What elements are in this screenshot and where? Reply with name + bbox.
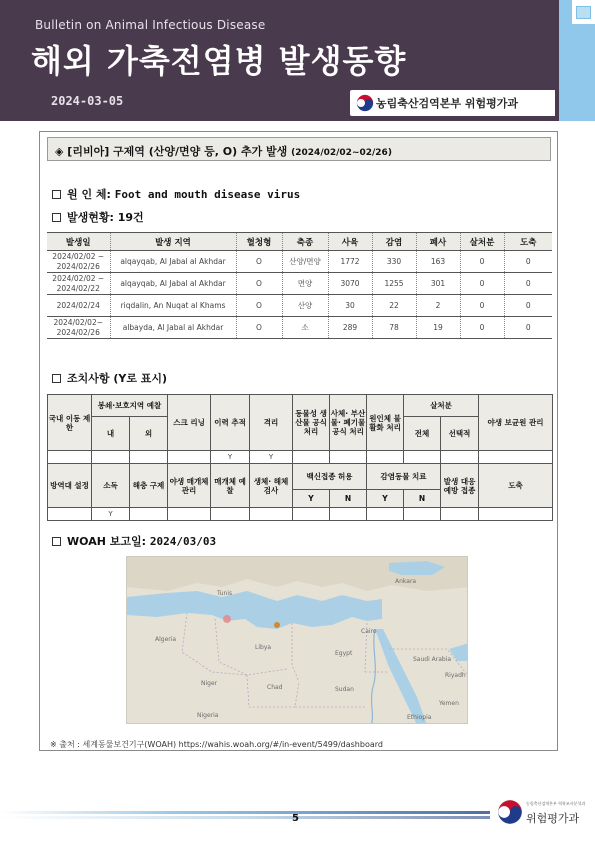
table-cell: 163 [416,251,460,273]
woah-report-date [52,533,216,549]
header-accent-box [576,6,591,19]
table-cell: riqdalin, An Nuqat al Khams [110,295,236,317]
table-cell: 0 [504,295,552,317]
mark-cell [168,508,211,521]
header-banner [0,0,559,121]
mark-cell [92,451,130,464]
cause-label: 원 인 체: [67,188,115,201]
col-header: 도축 [504,233,552,251]
map-label: Libya [255,644,272,651]
header-org-badge [350,90,555,116]
footer-org-name: 위험평가과 [526,812,580,825]
map-label: Nigeria [197,712,219,719]
table-cell: 산양/면양 [282,251,328,273]
col-header: 살처분 [460,233,504,251]
outbreak-marker [223,615,231,623]
table-cell: 0 [504,317,552,339]
subject-title: ◈ [리비아] 구제역 (산양/면양 등, O) 추가 발생 [55,145,292,158]
bulletin-label: Bulletin on Animal Infectious Disease [35,18,266,32]
taegeuk-logo-icon [356,94,374,112]
mark-cell [168,451,211,464]
mark-cell [404,451,441,464]
mark-cell [250,508,293,521]
measures-heading-text: 조치사항 (Y로 표시) [67,372,168,385]
checkbox-square-icon [52,190,61,199]
cause-item [52,186,300,202]
map-label: Algeria [155,636,177,643]
measure-zone-in: 내 [92,417,130,451]
table-cell: 2 [416,295,460,317]
table-cell: alqayqab, Al Jabal al Akhdar [110,273,236,295]
col-header: 사육 [328,233,372,251]
status-value: 19건 [117,211,144,224]
mark-cell [367,451,404,464]
measure-culling-selective: 선택적 [441,417,479,451]
measure-quarantine: 격리 [250,395,293,451]
taegeuk-logo-icon [497,799,523,825]
measure-domestic-movement: 국내 이동 제한 [48,395,92,451]
source-note: ※ 출처 : 세계동물보건기구(WOAH) https://wahis.woah.org/#/in-event/5499/dashboard [50,740,383,749]
table-cell: 2024/02/24 [47,295,110,317]
table-row [47,295,552,317]
footer-org-small: 농림축산검역본부 역학조사분석과 [526,801,586,806]
table-cell: 0 [460,295,504,317]
mark-cell: Y [250,451,293,464]
outbreak-marker [274,622,280,628]
page-number: 5 [292,813,299,824]
mark-cell: Y [92,508,130,521]
outbreak-header-row [47,233,552,251]
col-header: 폐사 [416,233,460,251]
subject-period: (2024/02/02~02/26) [291,148,392,158]
cause-value: Foot and mouth disease virus [114,188,301,201]
mark-cell [441,508,479,521]
col-header: 혈청형 [236,233,282,251]
measure-vector-surveillance: 매개체 예찰 [211,464,250,508]
map-label: Riyadh [445,672,466,679]
footer-rule-secondary [0,816,490,819]
map-label: Sudan [335,686,354,693]
issue-date: 2024-03-05 [51,94,124,108]
mark-cell [211,508,250,521]
table-cell: O [236,317,282,339]
table-cell: 19 [416,317,460,339]
measure-treatment: 감염동물 치료 [367,464,441,490]
table-cell: 0 [460,317,504,339]
measures-heading [52,370,167,386]
checkbox-square-icon [52,213,61,222]
measure-disinfection: 소독 [92,464,130,508]
mark-cell [330,508,367,521]
checkbox-square-icon [52,374,61,383]
table-cell: 2024/02/02~ 2024/02/26 [47,317,110,339]
woah-value: 2024/03/03 [149,535,217,548]
table-cell: 2024/02/02 ~ 2024/02/22 [47,273,110,295]
outbreak-table [47,232,552,339]
measure-culling: 살처분 [404,395,479,417]
table-cell: 1255 [372,273,416,295]
mark-cell: Y [211,451,250,464]
table-cell: 소 [282,317,328,339]
mark-cell [293,451,330,464]
table-cell: 면양 [282,273,328,295]
table-cell: 0 [504,273,552,295]
table-cell: 301 [416,273,460,295]
map-label: Ankara [395,578,417,585]
table-cell: 22 [372,295,416,317]
table-cell: 0 [460,273,504,295]
table-cell: 산양 [282,295,328,317]
table-cell: 30 [328,295,372,317]
measure-vacc-n: N [330,490,367,508]
measure-animal-product-disposal: 동물성 생산물 공식 처리 [293,395,330,451]
map-label: Tunis [217,590,233,597]
table-cell: 3070 [328,273,372,295]
subject-bar [47,137,551,161]
table-cell: O [236,295,282,317]
col-header: 감염 [372,233,416,251]
footer-rule [0,811,490,814]
checkbox-square-icon [52,537,61,546]
measure-trace: 이력 추적 [211,395,250,451]
mark-cell [367,508,404,521]
mark-cell [441,451,479,464]
map-label: Niger [201,680,218,687]
mark-cell [404,508,441,521]
table-row [47,251,552,273]
mark-cell [479,508,553,521]
measure-zone-out: 외 [130,417,168,451]
measure-treat-n: N [404,490,441,508]
table-cell: 2024/02/02 ~ 2024/02/26 [47,251,110,273]
measure-screening: 스크 리닝 [168,395,211,451]
map-label: Cairo [361,628,377,635]
header-org-name: 농림축산검역본부 위험평가과 [376,97,518,110]
table-cell: 289 [328,317,372,339]
measure-wildlife-management: 야생 보균원 관리 [479,395,553,451]
measure-pest-control: 해충 구제 [130,464,168,508]
measures-table [47,394,553,521]
mark-cell [48,508,92,521]
mark-cell [330,451,367,464]
measure-pathogen-inactivation: 원인체 불활화 처리 [367,395,404,451]
measure-vaccination: 백신접종 허용 [293,464,367,490]
status-item [52,209,144,225]
content-frame [39,131,558,751]
status-label: 발생현황: [67,211,118,224]
col-header: 발생 지역 [110,233,236,251]
measure-culling-all: 전체 [404,417,441,451]
map-label: Egypt [335,650,353,657]
map-label: Ethiopia [407,714,432,721]
col-header: 축종 [282,233,328,251]
measures-marks-row-1 [48,451,553,464]
col-header: 발생일 [47,233,110,251]
map-graphic [127,557,468,724]
measure-vacc-y: Y [293,490,330,508]
table-cell: 330 [372,251,416,273]
table-cell: O [236,251,282,273]
page-title: 해외 가축전염병 발생동향 [31,42,407,80]
map-label: Chad [267,684,283,691]
table-cell: O [236,273,282,295]
table-row [47,317,552,339]
table-cell: albayda, Al Jabal al Akhdar [110,317,236,339]
map-label: Saudi Arabia [413,656,452,663]
table-cell: 0 [460,251,504,273]
mark-cell [479,451,553,464]
measure-containment-zone: 봉쇄·보호지역 예찰 [92,395,168,417]
measure-carcass-disposal: 사체· 부산물· 폐기물 공식 처리 [330,395,367,451]
table-row [47,273,552,295]
table-cell: 0 [504,251,552,273]
measure-ante-mortem: 생체· 해체 검사 [250,464,293,508]
measure-wild-vector-management: 야생 매개체 관리 [168,464,211,508]
outbreak-map [126,556,468,724]
measure-slaughter: 도축 [479,464,553,508]
measure-outbreak-response-vacc: 발생 대응 예방 접종 [441,464,479,508]
table-cell: 1772 [328,251,372,273]
measure-treat-y: Y [367,490,404,508]
mark-cell [130,451,168,464]
mark-cell [48,451,92,464]
measure-biosecurity-zone: 방역대 설정 [48,464,92,508]
woah-label: WOAH 보고일: [67,535,150,548]
mark-cell [130,508,168,521]
table-cell: alqayqab, Al Jabal al Akhdar [110,251,236,273]
table-cell: 78 [372,317,416,339]
map-label: Yemen [439,700,459,707]
measures-marks-row-2 [48,508,553,521]
mark-cell [293,508,330,521]
